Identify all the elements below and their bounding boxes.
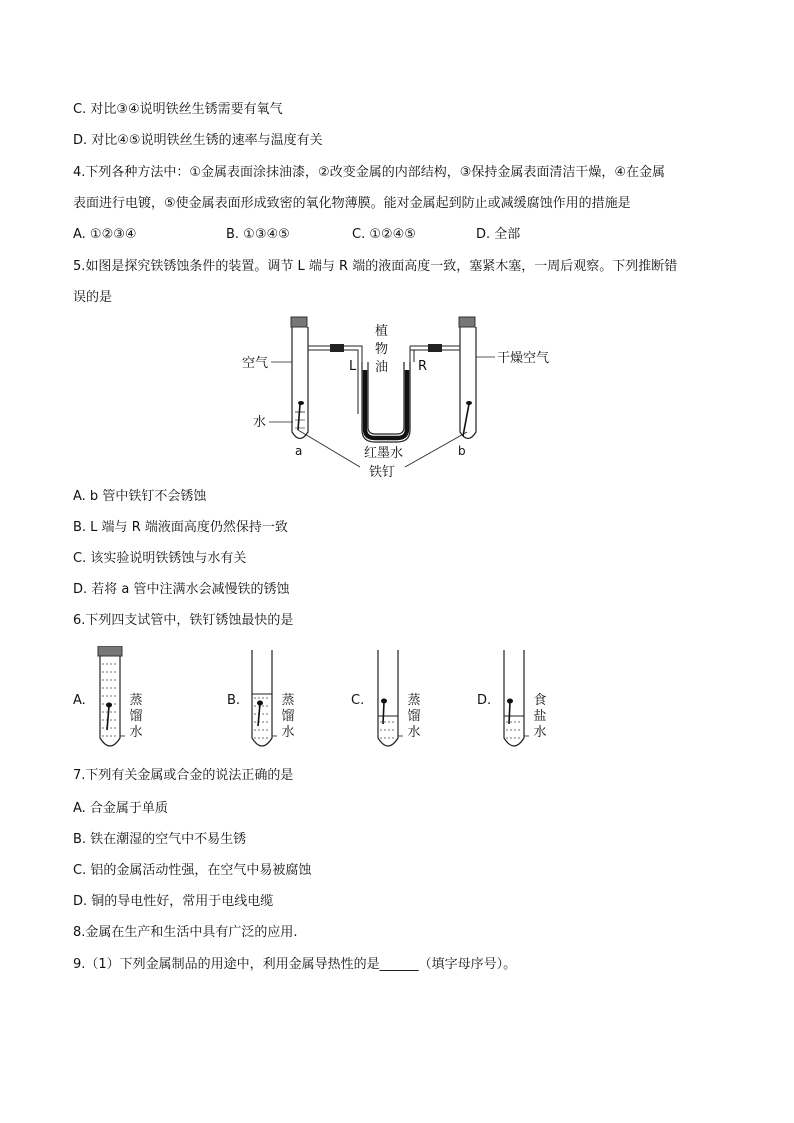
label-L: L xyxy=(349,359,357,374)
q4-stem-line1: 4.下列各种方法中：①金属表面涂抹油漆，②改变金属的内部结构，③保持金属表面清洁干燥，④在金属 xyxy=(73,165,666,180)
stopper-right xyxy=(459,317,475,327)
stopper-left xyxy=(291,317,307,327)
test-tube-a xyxy=(292,327,308,439)
q4-option-b: B. ①③④⑤ xyxy=(226,227,290,242)
red-ink xyxy=(365,370,407,438)
q6-liquid-label-c: 蒸 馏 水 xyxy=(407,693,421,740)
q4-option-d: D. 全部 xyxy=(476,227,521,242)
label-water: 水 xyxy=(253,415,267,430)
q5-stem-line1: 5.如图是探究铁锈蚀条件的装置。调节 L 端与 R 端的液面高度一致，塞紧木塞，一周后观察。下列推断错 xyxy=(73,259,678,274)
q6-letter-c: C. xyxy=(351,693,365,708)
label-oil-1: 植 xyxy=(375,324,389,339)
q5-option-a: A. b 管中铁钉不会锈蚀 xyxy=(73,489,207,504)
q7-option-d: D. 铜的导电性好，常用于电线电缆 xyxy=(73,894,274,909)
q6-tube-c xyxy=(373,650,403,754)
q7-option-a: A. 合金属于单质 xyxy=(73,801,168,816)
q6-liquid-label-d: 食 盐 水 xyxy=(533,693,547,740)
label-oil-2: 物 xyxy=(375,342,389,357)
q5-option-b: B. L 端与 R 端液面高度仍然保持一致 xyxy=(73,520,288,535)
q5-option-c: C. 该实验说明铁锈蚀与水有关 xyxy=(73,551,247,566)
nail-a xyxy=(298,404,300,430)
label-nail: 铁钉 xyxy=(369,465,396,480)
q8-stem: 8.金属在生产和生活中具有广泛的应用. xyxy=(73,925,298,940)
q4-option-c: C. ①②④⑤ xyxy=(352,227,416,242)
test-tube-b xyxy=(460,327,476,439)
q4-stem-line2: 表面进行电镀，⑤使金属表面形成致密的氧化物薄膜。能对金属起到防止或减缓腐蚀作用的措施是 xyxy=(73,196,631,211)
label-dry-air: 干燥空气 xyxy=(497,351,550,366)
q7-option-b: B. 铁在潮湿的空气中不易生锈 xyxy=(73,832,247,847)
q6-tube-d xyxy=(499,650,529,754)
q6-letter-a: A. xyxy=(73,693,86,708)
label-red-ink: 红墨水 xyxy=(364,446,404,461)
q9-stem: 9.（1）下列金属制品的用途中，利用金属导热性的是______（填字母序号）。 xyxy=(73,957,517,972)
q6-letter-d: D. xyxy=(477,693,492,708)
q3-option-c: C. 对比③④说明铁丝生锈需要有氧气 xyxy=(73,102,283,117)
rust-apparatus-figure xyxy=(235,312,565,482)
nail-b xyxy=(463,404,469,436)
q7-option-c: C. 铝的金属活动性强，在空气中易被腐蚀 xyxy=(73,863,312,878)
q5-option-d: D. 若将 a 管中注满水会减慢铁的锈蚀 xyxy=(73,582,290,597)
q3-option-d: D. 对比④⑤说明铁丝生锈的速率与温度有关 xyxy=(73,133,323,148)
q6-tube-a xyxy=(95,646,125,754)
q6-liquid-label-b: 蒸 馏 水 xyxy=(281,693,295,740)
q6-stem: 6.下列四支试管中，铁钉锈蚀最快的是 xyxy=(73,613,294,628)
q7-stem: 7.下列有关金属或合金的说法正确的是 xyxy=(73,768,294,783)
q4-option-a: A. ①②③④ xyxy=(73,227,137,242)
q6-liquid-label-a: 蒸 馏 水 xyxy=(129,693,143,740)
label-tube-a: a xyxy=(295,444,303,458)
q6-tube-b xyxy=(247,650,277,754)
q6-letter-b: B. xyxy=(227,693,241,708)
q5-stem-line2: 误的是 xyxy=(73,290,113,305)
label-R: R xyxy=(418,359,428,374)
label-air: 空气 xyxy=(242,356,269,371)
label-tube-b: b xyxy=(458,444,466,458)
label-oil-3: 油 xyxy=(375,360,389,375)
